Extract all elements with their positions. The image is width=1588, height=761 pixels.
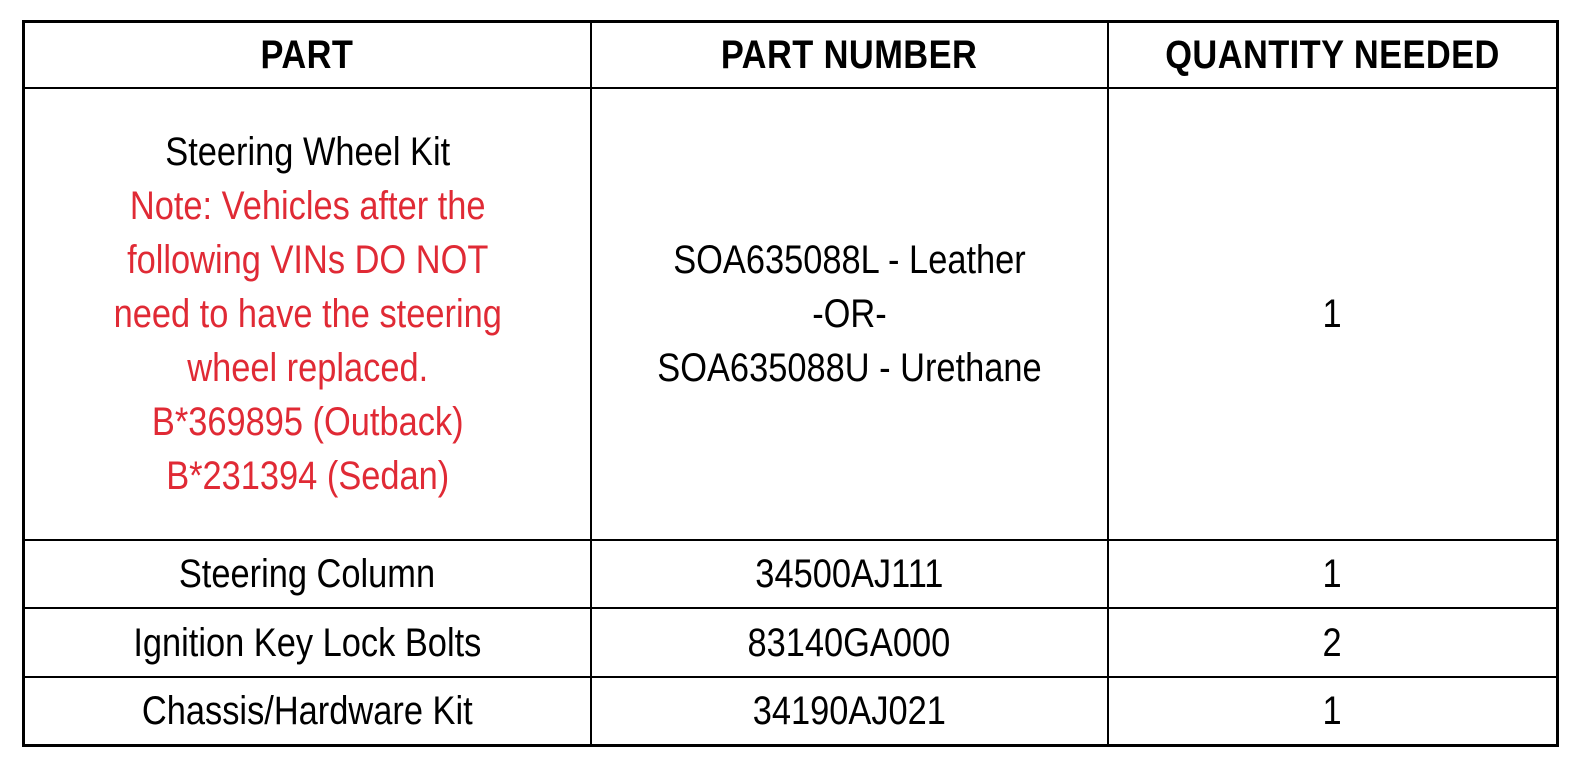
vin-note-line: B*231394 (Sedan) bbox=[165, 454, 449, 499]
part-cell: Chassis/Hardware Kit bbox=[24, 677, 591, 746]
header-part: PART bbox=[24, 22, 591, 89]
vin-note-line: Note: Vehicles after the bbox=[129, 184, 486, 229]
part-cell: Ignition Key Lock Bolts bbox=[24, 608, 591, 676]
quantity-cell: 1 bbox=[1108, 677, 1558, 746]
vin-note-line: following VINs DO NOT bbox=[126, 238, 488, 283]
vin-note-line: B*369895 (Outback) bbox=[151, 400, 464, 445]
table-row bbox=[24, 88, 1558, 540]
part-number-cell: 34500AJ111 bbox=[591, 540, 1108, 608]
header-row bbox=[24, 22, 1558, 89]
quantity-cell: 1 bbox=[1108, 88, 1558, 540]
part-number-line: SOA635088L - Leather bbox=[672, 238, 1026, 283]
vin-note-line: wheel replaced. bbox=[186, 346, 428, 391]
quantity-cell: 1 bbox=[1108, 540, 1558, 608]
vin-note-line: need to have the steering bbox=[113, 292, 502, 337]
table-row bbox=[24, 540, 1558, 608]
parts-table bbox=[22, 20, 1559, 747]
part-cell: Steering Column bbox=[24, 540, 591, 608]
table-row bbox=[24, 608, 1558, 676]
part-name: Steering Wheel Kit bbox=[164, 130, 450, 175]
part-number-cell: 34190AJ021 bbox=[591, 677, 1108, 746]
header-part-number: PART NUMBER bbox=[591, 22, 1108, 89]
header-quantity-needed: QUANTITY NEEDED bbox=[1108, 22, 1558, 89]
table-row bbox=[24, 677, 1558, 746]
quantity-cell: 2 bbox=[1108, 608, 1558, 676]
part-number-line: SOA635088U - Urethane bbox=[656, 346, 1042, 391]
part-cell bbox=[24, 88, 591, 540]
part-number-cell: 83140GA000 bbox=[591, 608, 1108, 676]
part-number-line: -OR- bbox=[811, 292, 887, 337]
part-number-cell bbox=[591, 88, 1108, 540]
